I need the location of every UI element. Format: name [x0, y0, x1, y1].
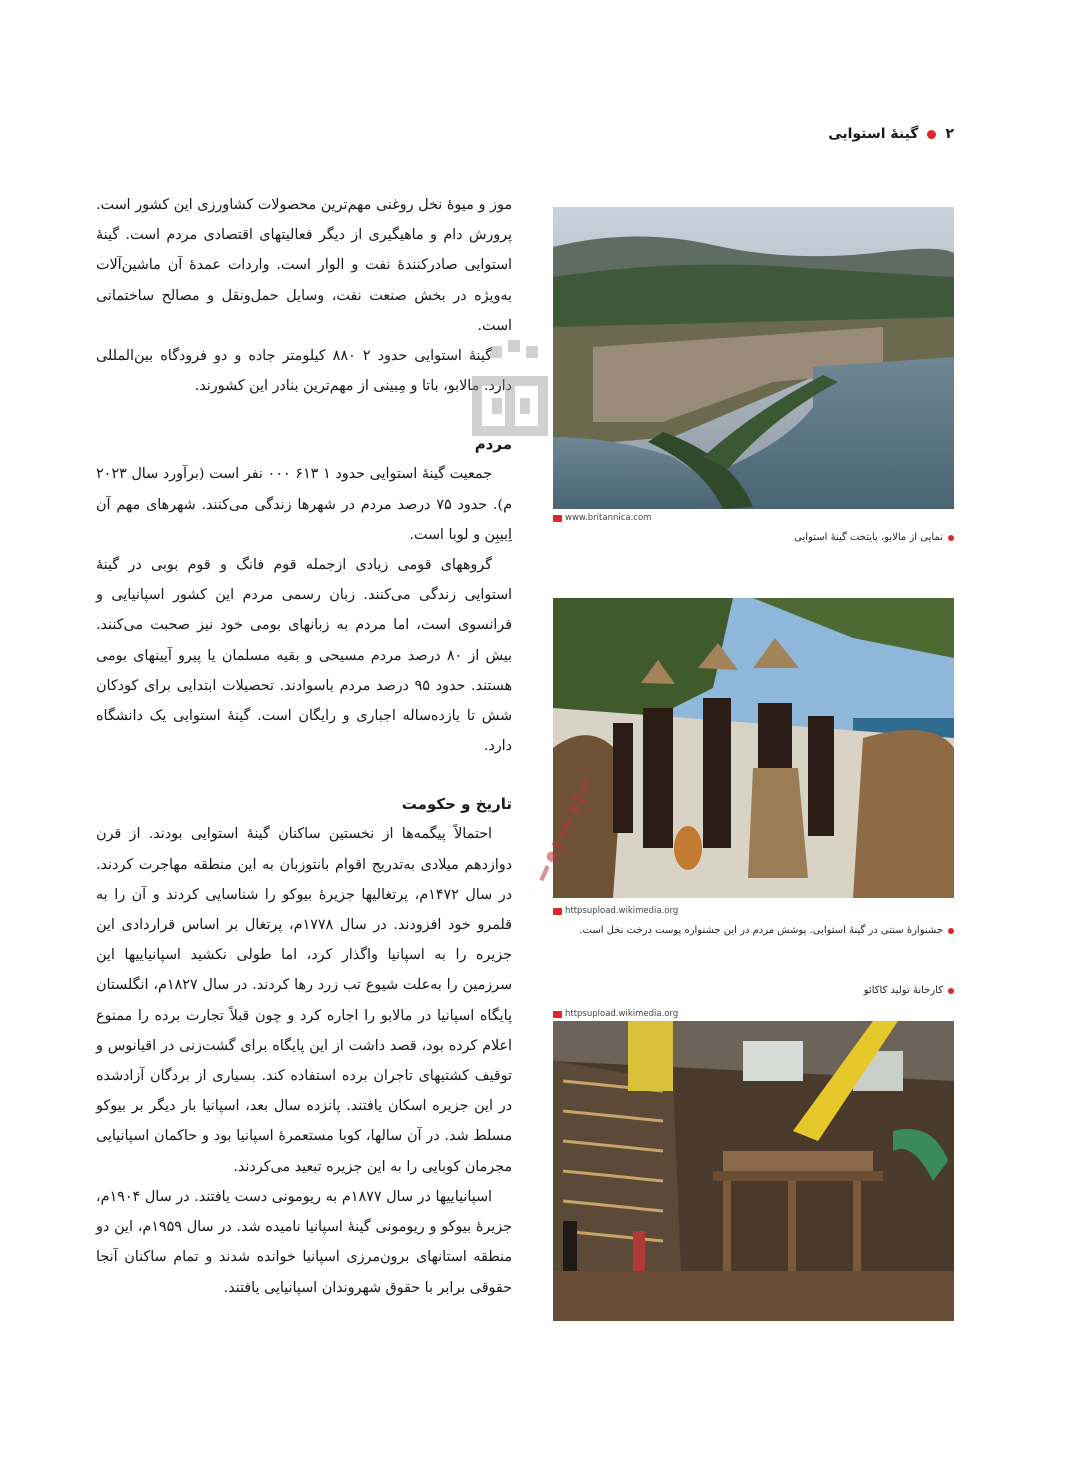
- photo-cocoa-factory: [553, 1021, 954, 1321]
- camera-icon: [553, 908, 562, 915]
- camera-icon: [553, 515, 562, 522]
- figure-caption-2: جشنوارهٔ سنتی در گینهٔ استوایی. پوشش مردم در این جشنواره پوست درخت نخل است.: [579, 925, 954, 936]
- photo-credit-1: www.britannica.com: [553, 513, 651, 523]
- bullet-icon: [948, 928, 954, 934]
- paragraph-history-2: اسپانیاییها در سال ۱۸۷۷م به ریومونی دست یافتند. در سال ۱۹۰۴م، جزیرهٔ بیوکو و ریومونی گینهٔ اسپانیا نامیده شد. در سال ۱۹۵۹م، این دو منطقه استانهای برون‌مرزی اسپانیا خوانده شدند و تمام ساکنان آنجا حقوقی برابر با حقوق شهروندان اسپانیایی یافتند.: [96, 1188, 512, 1296]
- page-header: [828, 126, 954, 142]
- photo-credit-2: httpsupload.wikimedia.org: [553, 906, 678, 916]
- section-heading-history: تاریخ و حکومت: [401, 795, 512, 814]
- photo-malabo-aerial: [553, 207, 954, 509]
- article-text: [96, 190, 512, 1303]
- section-heading-people: مردم: [474, 435, 512, 454]
- paragraph-transport: گینهٔ استوایی حدود ۲ ۸۸۰ کیلومتر جاده و دو فرودگاه بین‌المللی دارد. مالابو، باتا و مِبینی از مهم‌ترین بنادر این کشورند.: [96, 348, 512, 395]
- page-number: ۲: [945, 126, 954, 142]
- paragraph-population: جمعیت گینهٔ استوایی حدود ۱ ۶۱۳ ۰۰۰ نفر است (برآورد سال ۲۰۲۳ م). حدود ۷۵ درصد مردم در شهرها زندگی می‌کنند. شهرهای مهم آن اِبیبِن و لوبا است.: [96, 466, 512, 543]
- photo-credit-3: httpsupload.wikimedia.org: [553, 1009, 678, 1019]
- red-dot-icon: [927, 130, 936, 139]
- paragraph-economy: موز و میوهٔ نخل روغنی مهم‌ترین محصولات کشاورزی این کشور است. پرورش دام و ماهیگیری از دیگر فعالیتهای اقتصادی مردم است. گینهٔ استوایی صادرکنندهٔ نفت و الوار است. واردات عمدهٔ آن ماشین‌آلات به‌ویژه در بخش صنعت نفت، وسایل حمل‌ونقل و مصالح ساختمانی است.: [96, 197, 512, 334]
- paragraph-history-1: احتمالاً پیگمه‌ها از نخستین ساکنان گینهٔ استوایی بودند. از قرن دوازدهم میلادی به‌تدریج اقوام بانتوزبان به این منطقه مهاجرت کردند. در سال ۱۴۷۲م، پرتغالیها جزیرهٔ بیوکو را شناسایی کردند و آن را به قلمرو خود افزودند. در سال ۱۷۷۸م، پرتغال بر اساس قراردادی این جزیره را به اسپانیا واگذار کرد، اما طولی نکشید اسپانیاییها این سرزمین را به‌علت شیوع تب زرد رها کردند. در سال ۱۸۲۷م، انگلستان پایگاه اسپانیا در مالابو را اجاره کرد و چون قبلاً تجارت برده را ممنوع اعلام کرده بود، قصد داشت از این پایگاه برای گشت‌زنی در اقیانوس و توقیف کشتیهای تاجران برده استفاده کند. بسیاری از بردگان آزادشده در این جزیره اسکان یافتند. پانزده سال بعد، اسپانیا بار دیگر بر بیوکو مسلط شد. در آن سالها، کوبا مستعمرهٔ اسپانیا بود و حاکمان اسپانیایی مجرمان کوبایی را به این جزیره تبعید می‌کردند.: [96, 826, 512, 1175]
- camera-icon: [553, 1011, 562, 1018]
- publisher-watermark-logo: [462, 326, 558, 456]
- figure-caption-1: نمایی از مالابو، پایتخت گینهٔ استوایی: [794, 532, 954, 543]
- paragraph-ethnic-groups: گروههای قومی زیادی ازجمله قوم فانگ و قوم بوبی در گینهٔ استوایی زندگی می‌کنند. زبان رسمی مردم این کشور اسپانیایی و فرانسوی است، اما مردم به زبانهای بومی خود نیز صحبت می‌کنند. بیش از ۸۰ درصد مردم مسیحی و بقیه مسلمان یا پیرو آیینهای بومی هستند. حدود ۹۵ درصد مردم باسوادند. تحصیلات ابتدایی برای کودکان شش تا یازده‌ساله اجباری و رایگان است. گینهٔ استوایی یک دانشگاه دارد.: [96, 557, 512, 755]
- page-title: گینهٔ استوایی: [828, 126, 919, 142]
- bullet-icon: [948, 535, 954, 541]
- figure-caption-3: کارخانهٔ تولید کاکائو: [864, 985, 954, 996]
- bullet-icon: [948, 988, 954, 994]
